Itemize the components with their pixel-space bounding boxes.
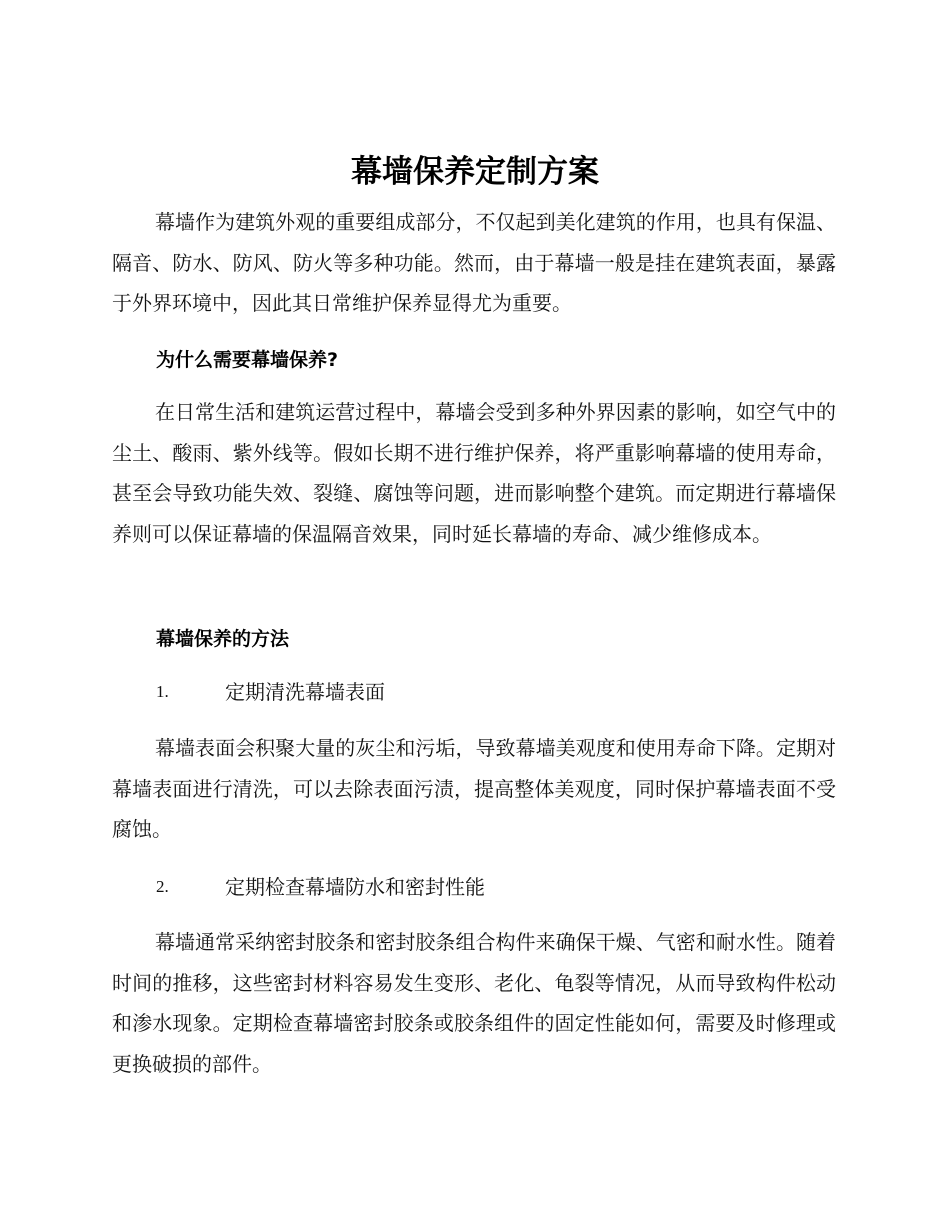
method-2-paragraph: 幕墙通常采纳密封胶条和密封胶条组合构件来确保干燥、气密和耐水性。随着时间的推移，这些密封材料容易发生变形、老化、龟裂等情况，从而导致构件松动和渗水现象。定期检查幕墙密封胶条或胶条组件的固定性能如何，需要及时修理或更换破损的部件。 [112,930,836,1076]
why-maintenance-paragraph: 在日常生活和建筑运营过程中，幕墙会受到多种外界因素的影响，如空气中的尘土、酸雨、紫外线等。假如长期不进行维护保养，将严重影响幕墙的使用寿命，甚至会导致功能失效、裂缝、腐蚀等问题，进而影响整个建筑。而定期进行幕墙保养则可以保证幕墙的保温隔音效果，同时延长幕墙的寿命、减少维修成本。 [112,400,836,546]
intro-paragraph: 幕墙作为建筑外观的重要组成部分，不仅起到美化建筑的作用，也具有保温、隔音、防水、防风、防火等多种功能。然而，由于幕墙一般是挂在建筑表面，暴露于外界环境中，因此其日常维护保养显得尤为重要。 [112,210,836,315]
section-heading-why-maintenance: 为什么需要幕墙保养? [156,349,339,371]
list-number: 2. [156,877,169,896]
method-1-paragraph: 幕墙表面会积聚大量的灰尘和污垢，导致幕墙美观度和使用寿命下降。定期对幕墙表面进行清洗，可以去除表面污渍，提高整体美观度，同时保护幕墙表面不受腐蚀。 [112,736,836,841]
list-item-title: 定期清洗幕墙表面 [225,680,385,704]
section-heading-methods: 幕墙保养的方法 [156,628,290,650]
list-item-title: 定期检查幕墙防水和密封性能 [225,875,485,899]
document-title: 幕墙保养定制方案 [351,154,599,190]
list-number: 1. [156,682,169,701]
